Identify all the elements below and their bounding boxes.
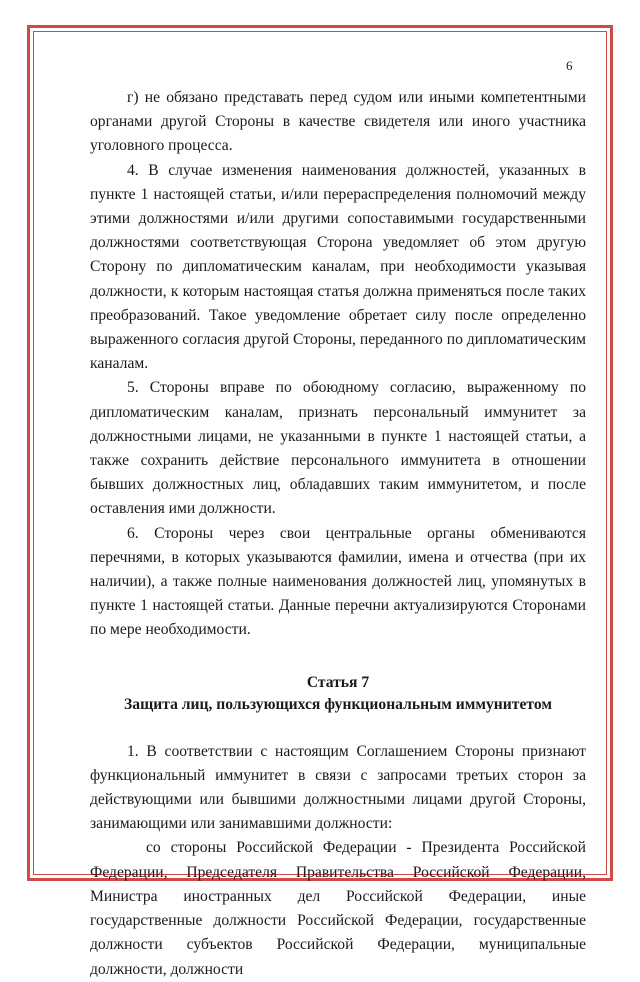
- paragraph-item-6: 6. Стороны через свои центральные органы обмениваются перечнями, в которых указываются фамилии, имена и отчества (при их наличии), а также полные наименования должностей лиц, упомянутых в пункте 1 настоящей статьи. Данные перечни актуализируются Сторонами по мере необходимости.: [90, 524, 586, 639]
- article-title: Защита лиц, пользующихся функциональным иммунитетом: [124, 695, 552, 713]
- page-number: 6: [566, 58, 573, 73]
- article-number: Статья 7: [306, 673, 370, 691]
- document-body: [90, 86, 586, 982]
- paragraph-item-4: 4. В случае изменения наименования должностей, указанных в пункте 1 настоящей статьи, и/или перераспределения полномочий между этими должностями и/или другими сопоставимыми государственными должностями соответствующая Сторона уведомляет об этом другую Сторону по дипломатическим каналам, при необходимости указывая должности, к которым настоящая статья должна применяться после таких преобразований. Такое уведомление обретает силу после определенно выраженного согласия другой Стороны, переданного по дипломатическим каналам.: [90, 161, 586, 373]
- paragraph-article7-item-1: 1. В соответствии с настоящим Соглашением Стороны признают функциональный иммунитет в связи с запросами третьих сторон за действующими или бывшими должностными лицами другой Стороны, занимающими или занимавшими должности:: [90, 742, 586, 833]
- paragraph-item-5: 5. Стороны вправе по обоюдному согласию, выраженному по дипломатическим каналам, признать персональный иммунитет за должностными лицами, не указанными в пункте 1 настоящей статьи, а также сохранить действие персонального иммунитета в отношении бывших должностных лиц, обладавших таким иммунитетом, и после оставления ими должности.: [90, 379, 586, 518]
- paragraph-russian-side-positions: со стороны Российской Федерации - Президента Российской Федерации, Председателя Правительства Российской Федерации, Министра иностранных дел Российской Федерации, иные государственные должности Российской Федерации, государственные должности субъектов Российской Федерации, муниципальные должности, должности: [90, 839, 586, 978]
- paragraph-subitem-g: г) не обязано представать перед судом или иными компетентными органами другой Стороны в качестве свидетеля или иного участника уголовного процесса.: [90, 89, 586, 155]
